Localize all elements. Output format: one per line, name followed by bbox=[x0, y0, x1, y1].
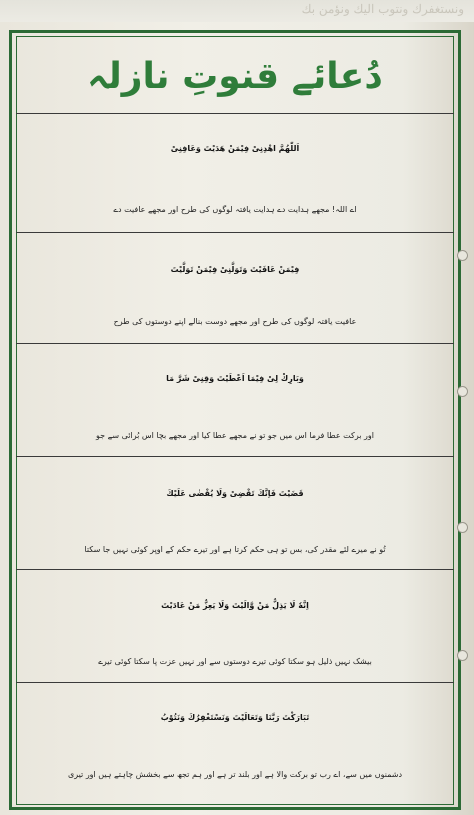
previous-page-strip bbox=[0, 0, 474, 22]
divider bbox=[16, 682, 454, 683]
binding-hole bbox=[457, 386, 468, 397]
arabic-line-2: فِیْمَنْ عَافَیْتَ وَتَوَلَّنِیْ فِیْمَنْ تَوَلَّیْتَ bbox=[170, 265, 300, 274]
divider bbox=[16, 343, 454, 344]
arabic-line-1: اَللّٰھُمَّ اھْدِنِیْ فِیْمَنْ ھَدَیْتَ وَعَافِنِیْ bbox=[170, 144, 300, 153]
urdu-line-4: تُو نے میرے لئے مقدر کی، بس تو ہی حکم کرتا ہے اور تیرے حکم کے اوپر کوئی نہیں جا سکتا bbox=[84, 545, 386, 554]
arabic-line-3: وَبَارِكْ لِیْ فِیْمَا اَعْطَیْتَ وَقِنِیْ شَرَّ مَا bbox=[166, 374, 304, 383]
binding-hole bbox=[457, 522, 468, 533]
divider bbox=[16, 113, 454, 114]
binding-hole bbox=[457, 650, 468, 661]
divider bbox=[16, 569, 454, 570]
binding-hole bbox=[457, 250, 468, 261]
urdu-line-5: بیشک نہیں ذلیل ہو سکتا کوئی تیرے دوستوں سے اور نہیں عزت پا سکتا کوئی تیرے bbox=[98, 657, 372, 666]
bleed-through-text: ونستغفرك ونتوب اليك ونؤمن بك bbox=[301, 2, 464, 16]
page-title: دُعائے قنوتِ نازلہ bbox=[87, 56, 383, 97]
arabic-line-6: تَبَارَكْتَ رَبَّنَا وَتَعَالَیْتَ وَنَسْتَغْفِرُكَ وَنَتُوْبُ bbox=[160, 713, 310, 722]
arabic-line-5: اِنَّهٗ لَا یَذِلُّ مَنْ وَّالَیْتَ وَلَا یَعِزُّ مَنْ عَادَیْتَ bbox=[161, 601, 309, 610]
divider bbox=[16, 232, 454, 233]
arabic-line-4: قَضَیْتَ فَاِنَّكَ تَقْضِیْ وَلَا یُقْضٰی عَلَیْكَ bbox=[166, 489, 304, 498]
binding-holes bbox=[455, 250, 469, 670]
urdu-line-3: اور برکت عطا فرما اس میں جو تو نے مجھے عطا کیا اور مجھے بچا اس بُرائی سے جو bbox=[96, 431, 374, 440]
divider bbox=[16, 456, 454, 457]
urdu-line-1: اے اللہ! مجھے ہدایت دے ہدایت یافتہ لوگوں کی طرح اور مجھے عافیت دے bbox=[113, 205, 357, 214]
urdu-line-2: عافیت یافتہ لوگوں کی طرح اور مجھے دوست بنالے اپنے دوستوں کی طرح bbox=[113, 317, 357, 326]
urdu-line-6: دشمنوں میں سے، اے رب تو برکت والا ہے اور بلند تر ہے اور ہم تجھ سے بخشش چاہتے ہیں اور تیری bbox=[67, 770, 403, 779]
